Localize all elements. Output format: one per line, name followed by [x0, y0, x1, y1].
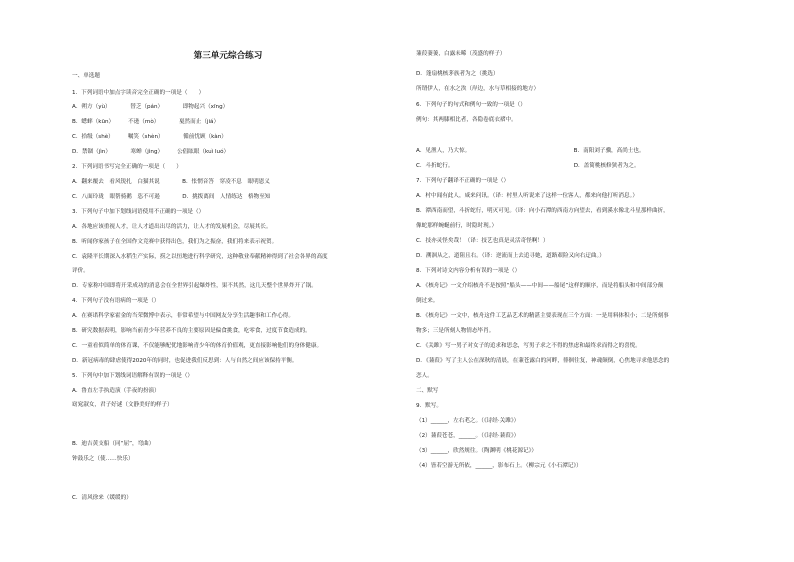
right-text-line: A．村中闻有此人，咸来问讯。（译：村里人听说来了这样一位客人，都来向他打听消息。）	[416, 193, 638, 199]
right-text-line: 9．默写。	[416, 403, 442, 409]
left-text-line: B．蟋蟀（kūn） 不逊（mò） 戛然而止（jiá）	[72, 119, 220, 125]
left-text-line: 1．下列词语中加点字读音完全正确的一项是（ ）	[72, 90, 205, 96]
left-text-line: 窈窕淑女，君子好逑（文静美好的样子）	[72, 402, 173, 408]
left-text-line: D．专家称中国即将开采成功的消息会在全世界引起爆炸性，果不其然，这几天整个世界炸开了锅。	[72, 283, 317, 289]
left-text-line: B．迪吉黄支船（同“屈”，弯曲）	[72, 441, 155, 447]
left-text-line: C．清风徐来（缓缓的）	[72, 495, 132, 501]
right-text-line: 物多；三是所刻人物情态毕肖。	[416, 328, 495, 334]
left-text-line: A．各地应该重视人才，让人才道出出尽的活力，让人才的发展机会，尽展其长。	[72, 224, 272, 230]
left-text-line: C．拾级（shè） 嘱笑（shèn） 循前忧顾（kàn）	[72, 134, 227, 140]
right-text-line: C．《关雎》写一男子对女子的追求和思念，写男子求之不得的焦虑和最终求而得之的喜悦。	[416, 343, 641, 349]
left-text-line: 钟鼓乐之（使……快乐）	[72, 456, 134, 462]
left-text-line: A．朔方（yù） 替乏（pán） 即物起兴（xīng）	[72, 104, 229, 110]
right-text-line: 8．下列对诗文内容分析有误的一项是（）	[416, 268, 521, 274]
right-text-line: 恋人。	[416, 373, 433, 379]
left-text-line: 3．下列句子中加下划线词语使用不正确的一项是（）	[72, 209, 205, 215]
right-text-line: 所谓伊人，在水之涘（岸边，水与草相接的地方）	[416, 86, 540, 92]
right-text-line: （2）蒹葭苍苍，______。（《诗经·蒹葭》）	[416, 433, 520, 439]
right-text-line: 像蛇那样蜿蜒前行，时隐时现。）	[416, 223, 498, 229]
left-text-line: D．禁锢（jìn） 寒蝉（jìng） 公倡眩眼（kuì luó）	[72, 149, 230, 155]
right-text-line: 蒹葭萋萋，白露未晞（茂盛的样子）	[416, 51, 506, 57]
right-text-line: （4）皆若空游无所依，______，影布石上。（柳宗元《小石潭记》）	[416, 463, 582, 469]
page-title: 第三单元综合练习	[193, 51, 263, 61]
right-text-line: （1）______，左右芼之。（《诗经·关雎》）	[416, 418, 520, 424]
right-text-line: 倒过来。	[416, 298, 439, 304]
right-text-line: C．斗折蛇行。 D．盖简桃核修狭者为之。	[416, 163, 640, 169]
left-text-line: B．研究数据表明，影响当前青少年营养不良的主要原因是偏食挑食，吃零食，过度节食造成的。	[72, 328, 311, 334]
right-text-line: 二、默写	[416, 388, 439, 394]
left-text-line: 5．下列句中加下划线词语解释有误的一项是（）	[72, 373, 194, 379]
left-text-line: C．一童看似简单的体育课，不仅能够配优地影响青少年的体育价值观，更直接影响他们的身体健康。	[72, 343, 323, 349]
left-text-line: D．新冠病毒的肆虐使得2020年的同时，也促进我们反思到：人与自然之间应该保持平衡。	[72, 358, 298, 364]
left-text-line: 一、单选题	[72, 73, 100, 79]
left-text-line: 评价。	[72, 268, 89, 274]
left-text-line: 4．下列句子没有语病的一项是（）	[72, 298, 160, 304]
right-text-line: （3）______，欣然规往。（陶渊明《桃花源记》）	[416, 448, 538, 454]
left-text-line: A．在赛诺科学家霍金的当荣微博中表示，非常希望与中国网友分享生活趣事和工作心得。	[72, 313, 294, 319]
right-text-line: D．溯洄从之，道阻且右。（译：逆流而上去追寻她，道路艰险又向右迂曲。）	[416, 253, 605, 259]
left-text-line: B．听闻你家孩子在全国作文竞赛中获得出色，我们为之振奋，我们将来表示祝贺。	[72, 239, 278, 245]
right-text-line: B．潭西南而望，斗折蛇行，明灭可见。（译：向小石潭的西南方向望去，看到溪水像北斗星那样曲折，	[416, 208, 669, 214]
right-text-line: 例句：其两膝相比者，各隐卷底衣褶中。	[416, 117, 517, 123]
right-text-line: A．《核舟记》一文介绍核舟不是按照“船头——中间——船尾”这样的顺序，而是将船头和中间部分颠	[416, 283, 664, 289]
right-text-line: B．《核舟记》一文中，核舟这件工艺品艺术的精湛主要表现在三个方面：一是用料体积小；二是所刻事	[416, 313, 669, 319]
left-text-line: A．翻来覆去 看风锐扎 白猫其说 B．怅惘音答 穿凌不息 眼明恩义	[72, 179, 270, 185]
right-text-line: C．技亦灵怪矣哉！（译：技艺也真是灵活奇怪啊！）	[416, 238, 549, 244]
left-text-line: C．袁隆平长期深入水稻生产实际，捞之以恒地进行科学研究，这种敬业奉献精神得到了社会各界的高度	[72, 254, 328, 260]
right-text-line: D．《蒹葭》写了主人公在深秋的清晨，在蒹苍露白的河畔，徘徊往复，神魂颠倒，心焦地寻求他思念的	[416, 358, 670, 364]
right-text-line: D．蓬扇桃核茅族者为之（挑选）	[416, 71, 499, 77]
right-text-line: 6．下列句子的句式和例句一致的一项是（）	[416, 102, 526, 108]
left-text-line: C．八面玲珑 眼帮骑鹅 恣不可遏 D．挑拨离间 人情练达 格物至知	[72, 194, 271, 200]
left-text-line: 2．下列词语书写完全正确的一项是（ ）	[72, 164, 182, 170]
right-text-line: 7．下列句子翻译不正确的一项是（）	[416, 178, 510, 184]
right-text-line: A．见渔人，乃大惊。 B．南阳刘子骥，高尚士也。	[416, 148, 645, 154]
left-text-line: A．鲁直左手执造演（手夜的扮演）	[72, 388, 160, 394]
